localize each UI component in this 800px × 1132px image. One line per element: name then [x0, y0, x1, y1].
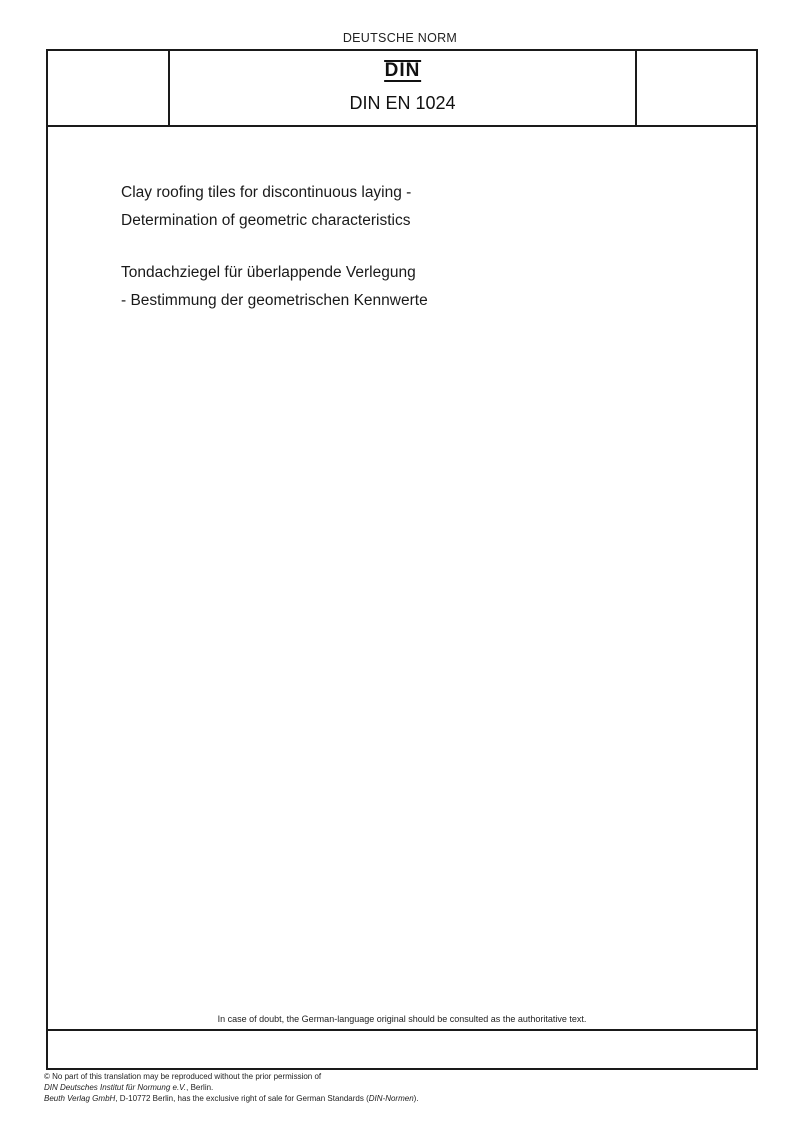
english-title-line-1: Clay roofing tiles for discontinuous laying - — [121, 184, 412, 201]
title-block — [121, 179, 428, 315]
cover-frame — [46, 49, 758, 1070]
header-row — [48, 51, 756, 127]
copyright-line-1: © No part of this translation may be reproduced without the prior permission of — [44, 1072, 322, 1081]
din-logo: DIN — [384, 60, 421, 81]
header-left-cell — [48, 51, 170, 125]
copyright-notice — [44, 1071, 419, 1104]
header-center-cell — [170, 51, 635, 125]
german-title-line-2: - Bestimmung der geometrischen Kennwerte — [121, 292, 428, 309]
german-title-line-1: Tondachziegel für überlappende Verlegung — [121, 264, 416, 281]
copyright-line-3: Beuth Verlag GmbH, D-10772 Berlin, has the exclusive right of sale for German Standards (DIN-Normen). — [44, 1094, 419, 1103]
title-spacer — [121, 235, 428, 259]
header-right-cell — [635, 51, 756, 125]
copyright-line-2: DIN Deutsches Institut für Normung e.V., Berlin. — [44, 1083, 214, 1092]
bottom-divider — [48, 1029, 756, 1031]
standard-type-label: DEUTSCHE NORM — [342, 31, 458, 45]
english-title-line-2: Determination of geometric characteristics — [121, 212, 411, 229]
publisher-name: Beuth Verlag GmbH — [44, 1094, 116, 1103]
din-institute-name: DIN Deutsches Institut für Normung e.V. — [44, 1083, 187, 1092]
authoritative-text-note: In case of doubt, the German-language original should be consulted as the authoritative text. — [217, 1014, 587, 1024]
document-number: DIN EN 1024 — [349, 93, 456, 113]
